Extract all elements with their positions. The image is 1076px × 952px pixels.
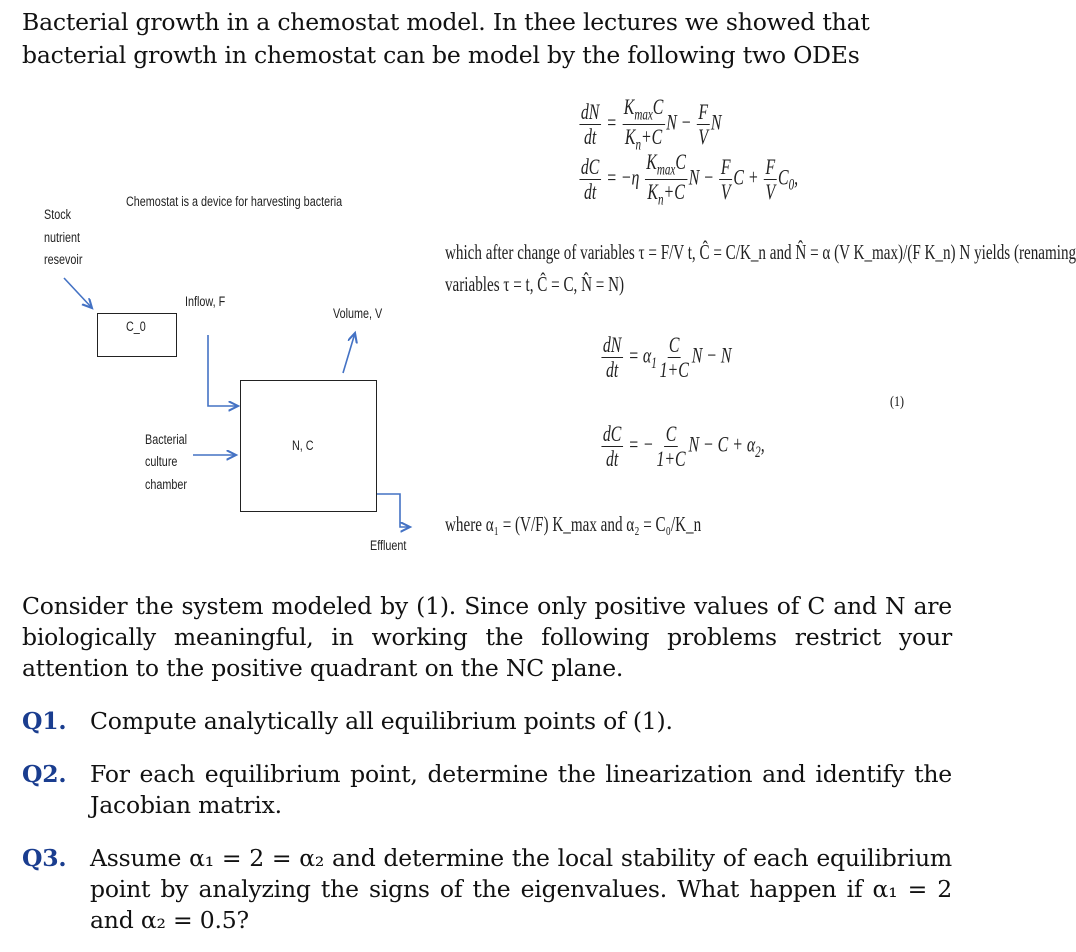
stock-label-line2: nutrient [44, 230, 81, 245]
nc-label: N, C [292, 438, 314, 453]
c0-label: C_0 [126, 319, 146, 334]
question-2 [22, 759, 952, 821]
consider-paragraph: Consider the system modeled by (1). Since only positive values of C and N are biologically meaningful, in working the following problems restrict your attention to the positive quadrant on the NC plane. [22, 592, 952, 682]
stock-label-line3: resevoir [44, 252, 83, 267]
chemostat-diagram [0, 180, 430, 580]
ode-dn-scaled: $\frac{dN}{dt}$ = $\alpha_1$ $\frac{C}{1+C}$ N − N [602, 332, 732, 382]
culture-label-line1: Bacterial [145, 432, 188, 447]
intro-paragraph: Bacterial growth in a chemostat model. In thee lectures we showed that bacterial growth in chemostat can be model by the following two ODEs [22, 8, 870, 69]
question-1-label: Q1. [22, 707, 67, 735]
question-3-label: Q3. [22, 844, 67, 872]
renaming-text: variables τ = t, Ĉ = C, N̂ = N) [445, 272, 625, 296]
inflow-label: Inflow, F [185, 294, 226, 309]
volume-label: Volume, V [333, 306, 383, 321]
diagram-connectors [0, 180, 430, 580]
effluent-arrow [377, 494, 410, 527]
ode-dc-original: $\frac{dC}{dt}$ = −η $\frac{K_{max}C}{K_n+C}$ N − $\frac{F}{V}$ C + $\frac{F}{V}$ $C_0$, [580, 149, 799, 209]
diagram-title: Chemostat is a device for harvesting bacteria [126, 194, 343, 209]
stock-arrow [64, 278, 92, 308]
culture-label-line3: chamber [145, 477, 188, 492]
ode-dn-original: $\frac{dN}{dt}$ = $\frac{K_{max}C}{K_n+C}$ N − $\frac{F}{V}$ N [580, 94, 722, 154]
stock-label-line1: Stock [44, 207, 72, 222]
question-3 [22, 843, 952, 936]
question-3-text: Assume α₁ = 2 = α₂ and determine the local stability of each equilibrium point by analyzing the signs of the eigenvalues. What happen if α₁ = 2 and α₂ = 0.5? [90, 844, 952, 934]
question-2-text: For each equilibrium point, determine the linearization and identify the Jacobian matrix. [90, 760, 952, 819]
equation-number: (1) [890, 394, 904, 410]
question-1-text: Compute analytically all equilibrium points of (1). [90, 707, 673, 735]
effluent-label: Effluent [370, 538, 407, 553]
ode-dc-scaled: $\frac{dC}{dt}$ = − $\frac{C}{1+C}$ $N - C + \alpha_2$, [602, 421, 765, 471]
volume-arrow [343, 333, 355, 373]
change-of-variables-text: which after change of variables τ = F/V t, Ĉ = C/K_n and N̂ = α (V K_max)/(F K_n) N yields (renaming [445, 240, 1076, 264]
inflow-arrow [208, 335, 238, 406]
culture-label-line2: culture [145, 454, 178, 469]
question-2-label: Q2. [22, 760, 67, 788]
where-definitions: where α₁ = (V/F) K_max and α₂ = C₀/K_n [445, 512, 702, 536]
question-1 [22, 706, 952, 737]
